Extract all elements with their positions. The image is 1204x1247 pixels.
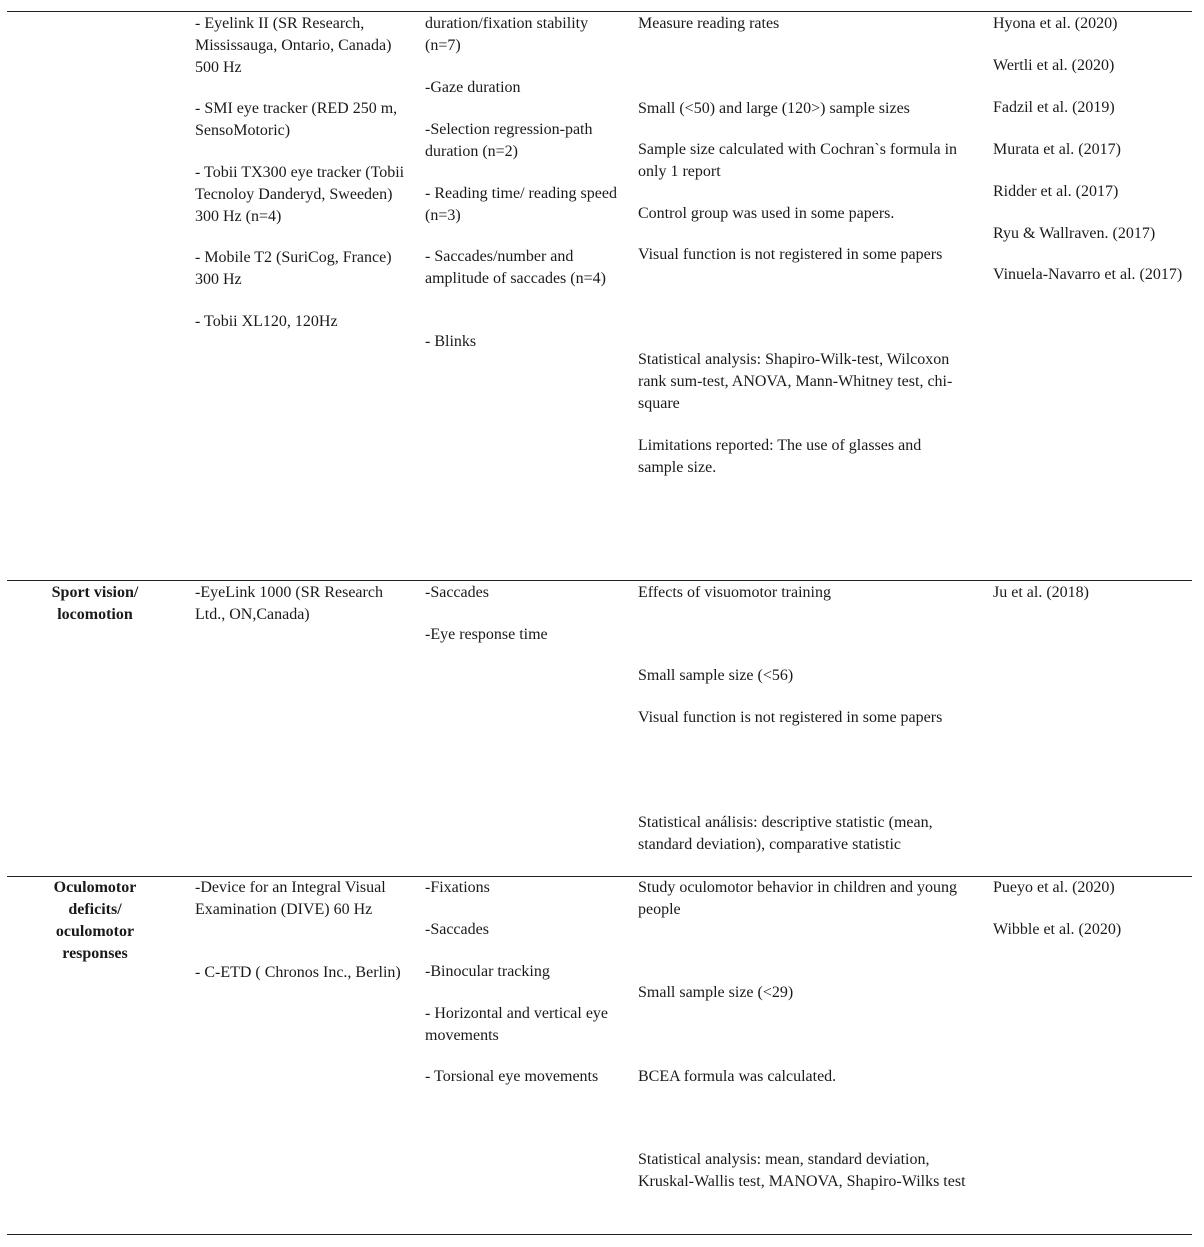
reference-item: Fadzil et al. (2019) <box>993 99 1115 116</box>
finding-item: Control group was used in some papers. <box>638 205 895 222</box>
finding-item: Measure reading rates <box>638 15 780 32</box>
reference-item: Hyona et al. (2020) <box>993 15 1118 32</box>
measure-item: - Torsional eye movements <box>425 1068 599 1085</box>
device-item: - Mobile T2 (SuriCog, France) 300 Hz <box>195 249 392 288</box>
reference-item: Pueyo et al. (2020) <box>993 879 1115 896</box>
finding-item: BCEA formula was calculated. <box>638 1068 837 1085</box>
measure-item: - Reading time/ reading speed (n=3) <box>425 185 617 224</box>
finding-item: Small sample size (<56) <box>638 667 794 684</box>
reference-item: Wibble et al. (2020) <box>993 921 1122 938</box>
reference-item: Ryu & Wallraven. (2017) <box>993 225 1156 242</box>
device-item: - Tobii TX300 eye tracker (Tobii Tecnoloy Danderyd, Sweeden) 300 Hz (n=4) <box>195 164 405 225</box>
finding-item: Small sample size (<29) <box>638 984 794 1001</box>
table-bottom-rule <box>7 1234 1192 1235</box>
device-item: -EyeLink 1000 (SR Research Ltd., ON,Canada) <box>195 584 383 623</box>
measure-item: - Blinks <box>425 333 477 350</box>
device-item: - SMI eye tracker (RED 250 m, SensoMotoric) <box>195 100 398 139</box>
category-label: Sport vision/ locomotion <box>51 584 139 623</box>
table-row-reading <box>0 13 1204 578</box>
reference-item: Ridder et al. (2017) <box>993 183 1119 200</box>
reference-item: Murata et al. (2017) <box>993 141 1121 158</box>
finding-item: Visual function is not registered in some papers <box>638 709 943 726</box>
reference-item: Vinuela-Navarro et al. (2017) <box>993 266 1183 283</box>
finding-item: Sample size calculated with Cochran`s formula in only 1 report <box>638 141 958 180</box>
device-item: - Eyelink II (SR Research, Mississauga, Ontario, Canada) 500 Hz <box>195 15 392 76</box>
finding-item: Visual function is not registered in some papers <box>638 246 943 263</box>
finding-item: Statistical analysis: mean, standard deviation, Kruskal-Wallis test, MANOVA, Shapiro-Wilks test <box>638 1151 966 1190</box>
measure-item: duration/fixation stability (n=7) <box>425 15 589 54</box>
finding-item: Study oculomotor behavior in children and young people <box>638 879 958 918</box>
finding-item: Statistical análisis: descriptive statistic (mean, standard deviation), comparative statistic <box>638 814 933 853</box>
reference-item: Wertli et al. (2020) <box>993 57 1115 74</box>
device-item: - Tobii XL120, 120Hz <box>195 313 338 330</box>
category-label: Oculomotor deficits/ oculomotor responses <box>53 879 137 962</box>
table-top-rule <box>7 11 1192 12</box>
measure-item: -Eye response time <box>425 626 548 643</box>
measure-item: - Horizontal and vertical eye movements <box>425 1005 609 1044</box>
table-row-divider <box>7 580 1192 581</box>
measure-item: -Saccades <box>425 921 489 938</box>
table-row-oculomotor <box>0 877 1204 1232</box>
measure-item: -Gaze duration <box>425 79 521 96</box>
measure-item: -Binocular tracking <box>425 963 550 980</box>
measure-item: -Saccades <box>425 584 489 601</box>
finding-item: Effects of visuomotor training <box>638 584 831 601</box>
device-item: -Device for an Integral Visual Examination (DIVE) 60 Hz <box>195 879 386 918</box>
finding-item: Statistical analysis: Shapiro-Wilk-test, Wilcoxon rank sum-test, ANOVA, Mann-Whitney test, chi-square <box>638 351 953 412</box>
finding-item: Limitations reported: The use of glasses and sample size. <box>638 437 922 476</box>
measure-item: - Saccades/number and amplitude of saccades (n=4) <box>425 248 606 287</box>
reference-item: Ju et al. (2018) <box>993 584 1089 601</box>
table-row-sport-vision <box>0 582 1204 874</box>
measure-item: -Fixations <box>425 879 490 896</box>
device-item: - C-ETD ( Chronos Inc., Berlin) <box>195 964 401 981</box>
measure-item: -Selection regression-path duration (n=2) <box>425 121 593 160</box>
finding-item: Small (<50) and large (120>) sample sizes <box>638 100 910 117</box>
